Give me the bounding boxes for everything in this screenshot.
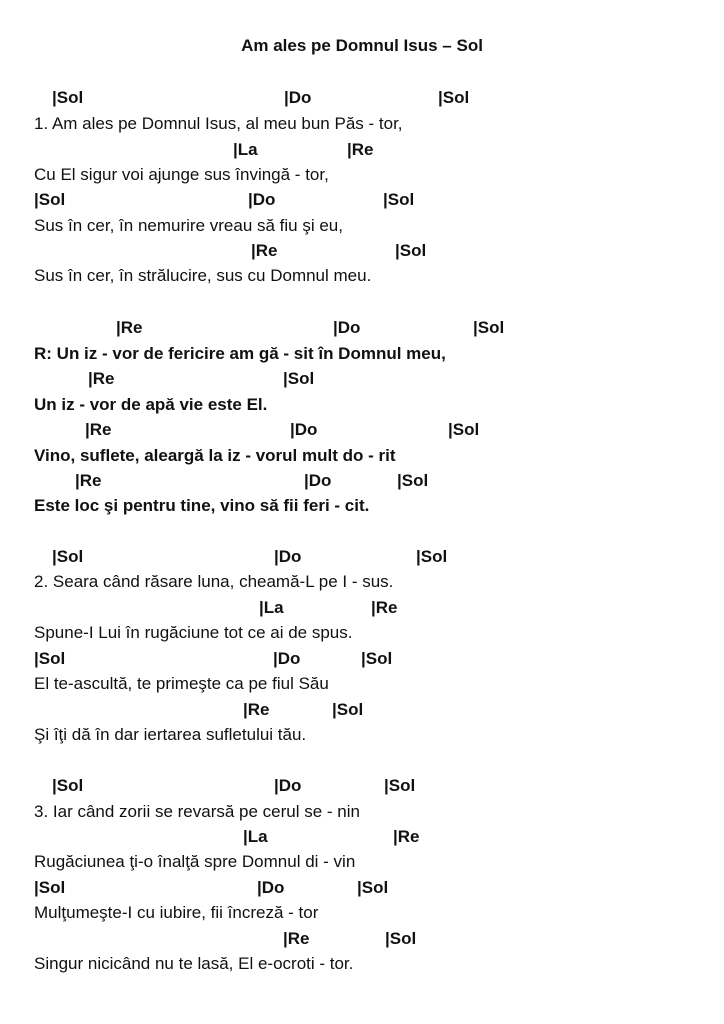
chord: |Sol	[52, 776, 84, 795]
lyric-line: Rugăciunea ţi-o înalţă spre Domnul di - vin	[34, 852, 356, 871]
chord: |Do	[290, 420, 318, 439]
chord: |Re	[393, 827, 420, 846]
chord: |Sol	[283, 369, 315, 388]
chord: |Sol	[397, 471, 429, 490]
chord: |Sol	[52, 88, 84, 107]
lyric-line: Vino, suflete, aleargă la iz - vorul mult do - rit	[34, 446, 396, 465]
chord: |Do	[333, 318, 361, 337]
chord: |Re	[251, 241, 278, 260]
chord: |Sol	[361, 649, 393, 668]
chord: |Do	[273, 649, 301, 668]
chord: |Sol	[416, 547, 448, 566]
lyric-line: 1. Am ales pe Domnul Isus, al meu bun Păs - tor,	[34, 114, 403, 133]
lyric-line: Mulţumeşte-I cu iubire, fii încreză - tor	[34, 903, 319, 922]
chord: |Do	[274, 776, 302, 795]
lyric-line: Singur nicicând nu te lasă, El e-ocroti - tor.	[34, 954, 354, 973]
chord: |Do	[304, 471, 332, 490]
chord: |La	[233, 140, 258, 159]
chord: |Sol	[448, 420, 480, 439]
chord: |Sol	[332, 700, 364, 719]
chord: |Sol	[385, 929, 417, 948]
chord: |Re	[283, 929, 310, 948]
lyric-line: 3. Iar când zorii se revarsă pe cerul se - nin	[34, 802, 360, 821]
chord: |La	[259, 598, 284, 617]
chord: |Re	[116, 318, 143, 337]
lyric-line: Şi îţi dă în dar iertarea sufletului tău.	[34, 725, 307, 744]
lyric-line: 2. Seara când răsare luna, cheamă-L pe I - sus.	[34, 572, 394, 591]
chord: |Sol	[473, 318, 505, 337]
lyric-line: El te-ascultă, te primeşte ca pe fiul Său	[34, 674, 329, 693]
lyric-line: Spune-I Lui în rugăciune tot ce ai de spus.	[34, 623, 353, 642]
chord: |Re	[85, 420, 112, 439]
chord: |Sol	[52, 547, 84, 566]
chord: |Do	[257, 878, 285, 897]
lyric-line: Sus în cer, în strălucire, sus cu Domnul meu.	[34, 266, 372, 285]
chord: |Sol	[383, 190, 415, 209]
lyric-line: R: Un iz - vor de fericire am gă - sit în Domnul meu,	[34, 344, 446, 363]
chord: |Re	[75, 471, 102, 490]
chord: |Sol	[34, 878, 66, 897]
chord: |Do	[284, 88, 312, 107]
chord: |Sol	[384, 776, 416, 795]
lyric-line: Un iz - vor de apă vie este El.	[34, 395, 268, 414]
lyric-line: Cu El sigur voi ajunge sus învingă - tor,	[34, 165, 329, 184]
chord: |Sol	[438, 88, 470, 107]
lyric-line: Sus în cer, în nemurire vreau să fiu şi eu,	[34, 216, 343, 235]
chord: |Sol	[34, 190, 66, 209]
chord: |Sol	[34, 649, 66, 668]
chord: |Do	[248, 190, 276, 209]
chord: |Do	[274, 547, 302, 566]
chord: |Re	[347, 140, 374, 159]
chord: |Re	[88, 369, 115, 388]
song-title: Am ales pe Domnul Isus – Sol	[241, 36, 483, 55]
chord: |Re	[243, 700, 270, 719]
lyric-line: Este loc şi pentru tine, vino să fii feri - cit.	[34, 496, 370, 515]
chord: |Sol	[395, 241, 427, 260]
chord: |Re	[371, 598, 398, 617]
chord: |La	[243, 827, 268, 846]
chord: |Sol	[357, 878, 389, 897]
